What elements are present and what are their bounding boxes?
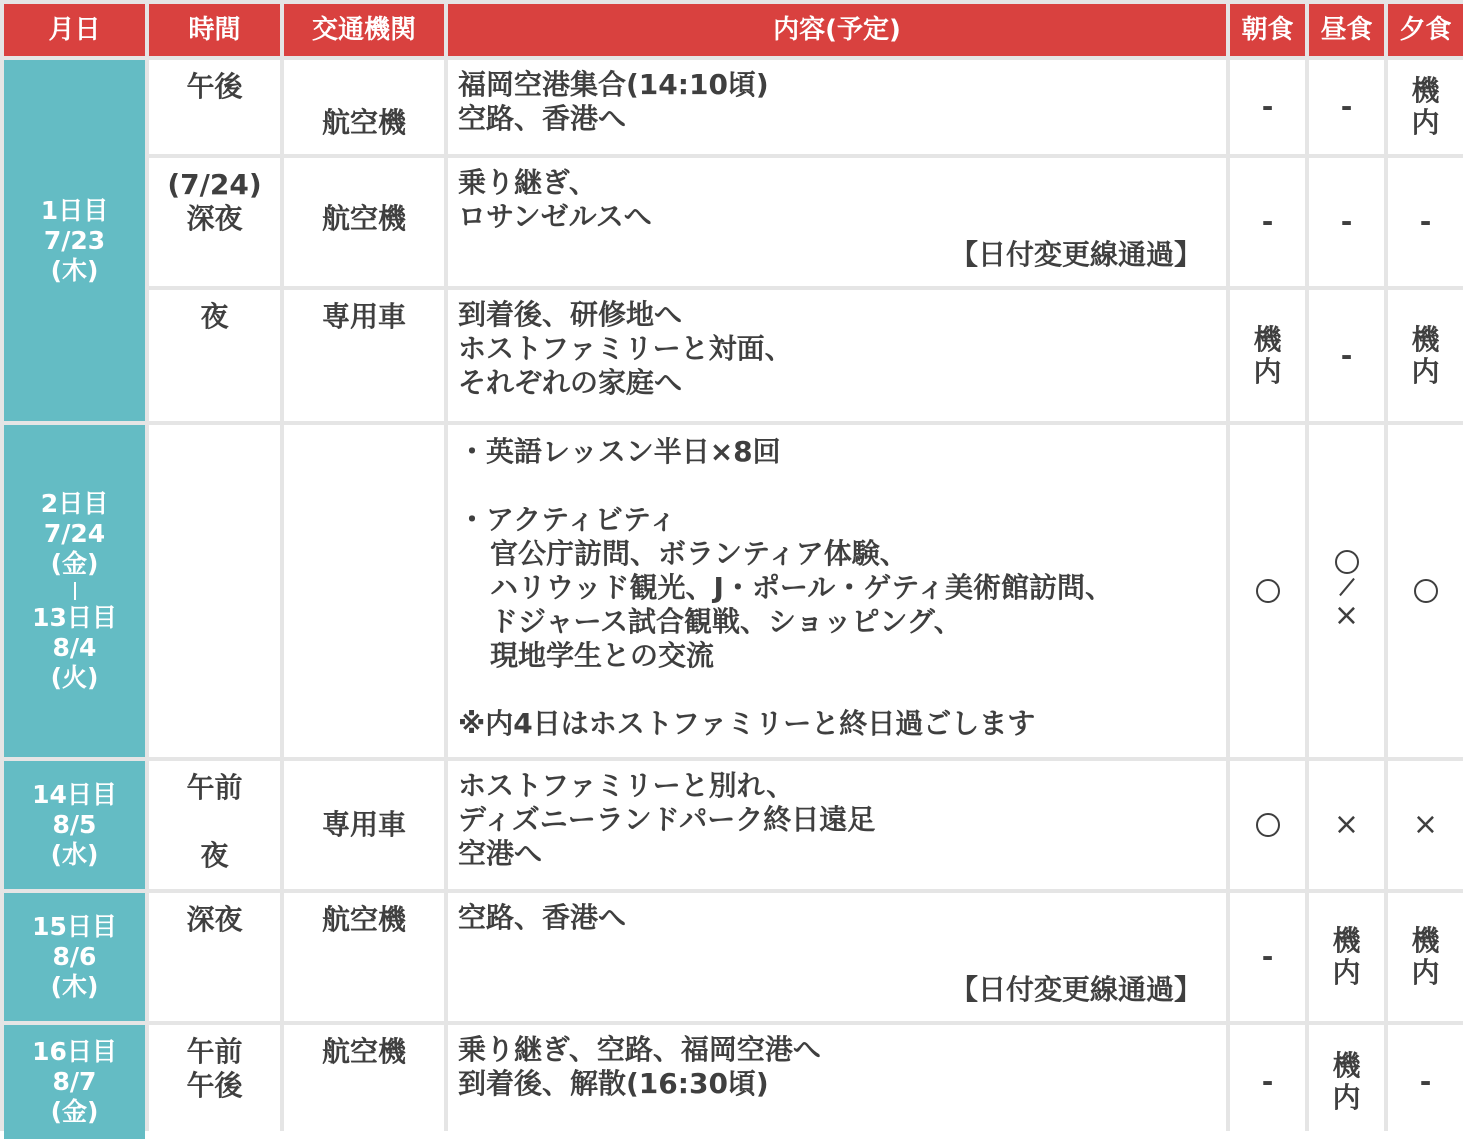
breakfast-cell [1230,290,1305,421]
time-cell [149,60,280,154]
time-label: 午後 [186,70,243,103]
dinner-cell [1388,290,1463,421]
circle-mark-icon [1256,813,1280,837]
day-date: 8/4 [52,633,97,662]
time-cell [149,893,280,1021]
content-line: 福岡空港集合(14:10頃) [458,68,769,101]
circle-mark-icon [1335,550,1359,574]
header-date: 月日 [4,4,145,56]
day-cell-14 [4,761,145,889]
vertical-char: 機 [1411,924,1440,957]
time-cell [149,761,280,889]
day-weekday: (木) [50,972,99,1001]
breakfast-cell: - [1230,60,1305,154]
breakfast-cell [1230,425,1305,757]
content-line: ホストファミリーと別れ、 [458,769,795,802]
time-label: 午後 [186,1069,243,1102]
time-label: 夜 [200,839,229,872]
activity-item: 現地学生との交流 [490,639,715,672]
spacer [458,673,1216,707]
day-date: 8/6 [52,942,97,971]
breakfast-cell: - [1230,1025,1305,1139]
slash-divider [1339,578,1355,596]
content-line: 空路、香港へ [458,102,627,135]
content-line: 空路、香港へ [458,901,627,934]
range-separator [74,582,76,600]
vertical-char: 内 [1411,956,1440,989]
day-label: 1日目 [40,195,109,225]
vertical-char: 内 [1332,956,1361,989]
day-weekday: (金) [50,549,99,578]
vertical-text [1411,324,1439,388]
day-label: 13日目 [32,603,117,632]
activity-item: ドジャース試合観戦、ショッピング、 [490,605,962,638]
header-transport: 交通機関 [284,4,444,56]
time-label: 夜 [200,300,229,333]
day-label: 15日目 [32,912,117,941]
day-weekday: (火) [50,663,99,692]
dinner-cell [1388,893,1463,1021]
vertical-text [1411,75,1439,139]
lunch-cell [1309,425,1384,757]
day-weekday: (水) [50,840,99,869]
breakfast-cell: - [1230,158,1305,286]
vertical-char: 内 [1411,354,1440,388]
vertical-text [1332,1050,1360,1114]
lunch-cell: - [1309,290,1384,421]
lunch-cell: - [1309,60,1384,154]
vertical-char: 内 [1332,1081,1361,1114]
content-cell [448,425,1226,757]
time-label: (7/24) [167,168,262,201]
transport-cell: 航空機 [284,893,444,1021]
circle-mark-icon [1256,579,1280,603]
content-line: それぞれの家庭へ [458,366,683,399]
time-label: 深夜 [186,202,243,235]
dinner-cell [1388,425,1463,757]
dinner-cell [1388,761,1463,889]
vertical-text [1332,925,1360,989]
lunch-cell [1309,761,1384,889]
content-line: 乗り継ぎ、空路、福岡空港へ [458,1033,821,1066]
content-line: ・アクティビティ [458,503,677,536]
vertical-char: 機 [1253,322,1282,356]
dinner-cell: - [1388,1025,1463,1139]
vertical-char: 機 [1332,924,1361,957]
day-label: 16日目 [32,1037,117,1066]
activity-item: 官公庁訪問、ボランティア体験、 [490,537,908,570]
lunch-cell [1309,1025,1384,1139]
header-dinner: 夕食 [1388,4,1463,56]
dinner-cell [1388,60,1463,154]
content-line: ディズニーランドパーク終日遠足 [458,803,876,836]
time-cell [149,1025,280,1139]
content-line: ロサンゼルスへ [458,200,652,233]
day-weekday: (金) [50,1097,99,1126]
day-cell-2-13 [4,425,145,757]
day-label: 2日目 [40,489,109,518]
content-cell [448,761,1226,889]
day-weekday: (木) [50,255,99,285]
content-line: ホストファミリーと対面、 [458,332,793,365]
content-cell [448,60,1226,154]
vertical-char: 内 [1253,354,1282,388]
vertical-char: 機 [1332,1049,1361,1082]
day-cell-1 [4,60,145,421]
content-line: 乗り継ぎ、 [458,166,597,199]
time-cell [149,425,280,757]
header-time: 時間 [149,4,280,56]
time-cell [149,290,280,421]
content-line: 到着後、研修地へ [458,298,683,331]
time-cell [149,158,280,286]
dateline-note: 【日付変更線通過】 [949,238,1202,271]
header-breakfast: 朝食 [1230,4,1305,56]
cross-mark-icon: × [1333,807,1360,842]
cross-mark-icon: × [1412,807,1439,842]
vertical-char: 機 [1411,74,1440,107]
day-label: 14日目 [32,780,117,809]
header-content: 内容(予定) [448,4,1226,56]
day-date: 7/24 [43,519,106,548]
header-lunch: 昼食 [1309,4,1384,56]
transport-cell [284,425,444,757]
day-date: 8/5 [52,810,97,839]
content-cell [448,158,1226,286]
circle-mark-icon [1414,579,1438,603]
content-line: 到着後、解散(16:30頃) [458,1067,769,1100]
day-date: 8/7 [52,1067,97,1096]
transport-cell: 専用車 [284,290,444,421]
activity-item: ハリウッド観光、J・ポール・ゲティ美術館訪問、 [490,571,1114,604]
content-cell [448,290,1226,421]
transport-cell: 専用車 [284,761,444,889]
day-cell-15 [4,893,145,1021]
vertical-char: 内 [1411,106,1440,139]
transport-cell: 航空機 [284,158,444,286]
dateline-note: 【日付変更線通過】 [949,973,1202,1006]
vertical-text [1253,324,1281,388]
content-line: ・英語レッスン半日×8回 [458,435,781,468]
lunch-cell: - [1309,158,1384,286]
lunch-cell [1309,893,1384,1021]
content-cell [448,893,1226,1021]
day-cell-16 [4,1025,145,1139]
breakfast-cell: - [1230,893,1305,1021]
vertical-text [1411,925,1439,989]
breakfast-cell [1230,761,1305,889]
vertical-char: 機 [1411,322,1440,356]
time-label: 深夜 [186,903,243,936]
day-date: 7/23 [43,225,106,255]
time-label: 午前 [186,1035,243,1068]
dinner-cell: - [1388,158,1463,286]
content-line: 空港へ [458,837,543,870]
time-label: 午前 [186,771,243,804]
transport-cell: 航空機 [284,1025,444,1139]
spacer [458,469,1216,503]
transport-cell: 航空機 [284,60,444,154]
footnote: ※内4日はホストファミリーと終日過ごします [458,707,1036,740]
cross-mark-icon: × [1333,598,1360,633]
content-cell [448,1025,1226,1139]
